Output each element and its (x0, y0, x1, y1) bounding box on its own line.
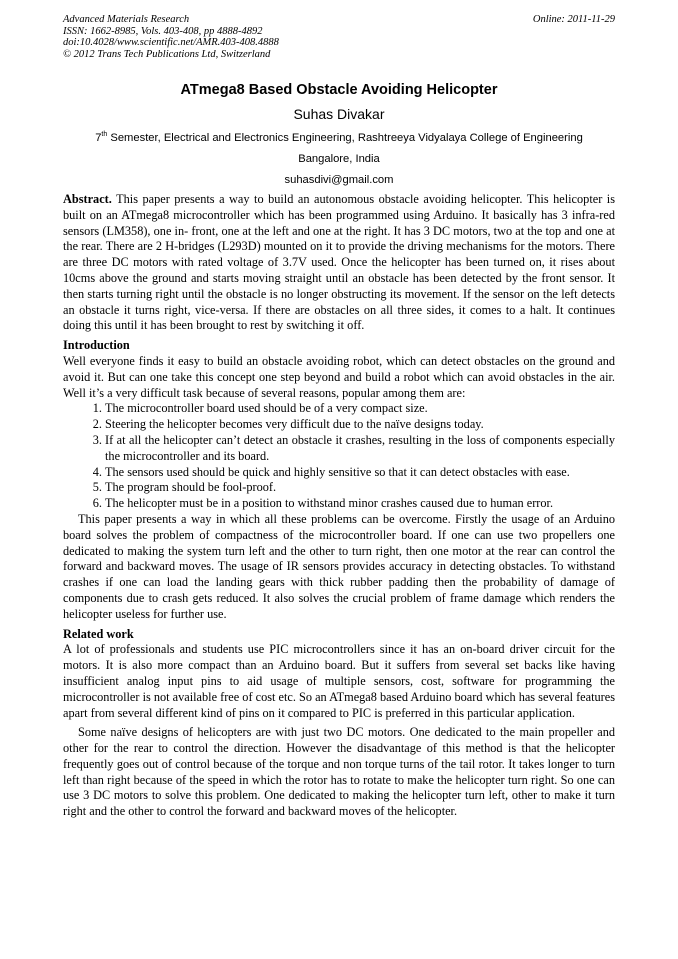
affiliation-line (53, 128, 625, 149)
abstract-text: This paper presents a way to build an autonomous obstacle avoiding helicopter. This helicopter is built on an ATmega8 microcontroller which has been programmed using Arduino. It basically has 3 infra-red sensors (LM358), one in- front, one at the left and one at the right. It has 3 DC motors, two at the top and one at the rear. There are 2 H-bridges (L293D) mounted on it to provide the driving mechanisms for the motors. There are three DC motors with rated voltage of 3.7V used. Once the helicopter has been turned on, it rises about 10cms above the ground and starts moving straight until an obstacle has been detected by the front sensor. It then starts turning right until the obstacle is no longer obstructing its movement. If the sensor on the left detects an obstacle it turns right, vice-versa. If there are obstacles on all three sides, it comes to a halt. It continues doing this until it has been brought to rest by switching it off. (63, 192, 615, 333)
doi-line: doi:10.4028/www.scientific.net/AMR.403-408.4888 (63, 37, 279, 48)
affiliation-text: Semester, Electrical and Electronics Engineering, Rashtreeya Vidyalaya College of Engineering (107, 132, 583, 144)
journal-header (63, 14, 615, 60)
author-email: suhasdivi@gmail.com (284, 174, 394, 186)
list-item: 1. The microcontroller board used should be of a very compact size. (105, 401, 615, 417)
list-item: 4. The sensors used should be quick and highly sensitive so that it can detect obstacles with ease. (105, 465, 615, 481)
related-work-paragraph-1: A lot of professionals and students use PIC microcontrollers since it has an on-board driver circuit for the motors. It is also more compact than an Arduino board. But it suffers from several set backs like having insufficient analog input pins to aid usage of multiple sensors, cost, software for programming the microcontroller is not available free of cost etc. So an ATmega8 based Arduino board which has several features apart from several different kind of pins on it compared to PIC is preferred in this particular application. (63, 642, 615, 720)
list-item: 3. If at all the helicopter can’t detect an obstacle it crashes, resulting in the loss of components especially the microcontroller and its board. (105, 433, 615, 465)
copyright-line: © 2012 Trans Tech Publications Ltd, Switzerland (63, 48, 271, 60)
journal-name: Advanced Materials Research (63, 14, 190, 25)
introduction-paragraph-2: This paper presents a way in which all these problems can be overcome. Firstly the usage of an Arduino board solves the problem of compactness of the microcontroller board. If one can use two propellers one dedicated to making the system turn left and the other to turn right, then one motor at the rear can control the forward and backward moves. The usage of IR sensors provides accuracy in detecting obstacles. To withstand crashes if one can load the landing gears with thick rubber padding then the probability of damage of components due to crash gets reduced. It also solves the crucial problem of frame damage which renders the helicopter useless for further use. (63, 511, 615, 621)
introduction-paragraph-1: Well everyone finds it easy to build an obstacle avoiding robot, which can detect obstacles on the ground and avoid it. But can one take this concept one step beyond and build a robot which can avoid obstacles in the air. Well it’s a very difficult task because of several reasons, popular among them are: (63, 353, 615, 400)
author-name: Suhas Divakar (293, 106, 385, 122)
semester-number: 7 (95, 132, 102, 144)
introduction-heading: Introduction (63, 338, 130, 353)
issn-line: ISSN: 1662-8985, Vols. 403-408, pp 4888-4892 (63, 25, 263, 37)
abstract-paragraph (63, 192, 615, 334)
problem-list (63, 401, 615, 512)
list-item: 5. The program should be fool-proof. (105, 480, 615, 496)
paper-body (63, 192, 615, 820)
paper-title: ATmega8 Based Obstacle Avoiding Helicopter (180, 82, 498, 98)
related-work-paragraph-2: Some naïve designs of helicopters are with just two DC motors. One dedicated to the main propeller and other for the rear to control the direction. However the disadvantage of this method is that the helicopter frequently goes out of control because of the torque and non torque turns of the tail rotor. It takes longer to turn left than right because of the speed in which the rotor has to rotate to make the helicopter turn right. So one can use 3 DC motors to solve this problem. One dedicated to making the helicopter turn left, other to make it turn right and the other to control the forward and backward moves of the helicopter. (63, 725, 615, 819)
paper-page (63, 14, 615, 820)
abstract-label: Abstract. (63, 192, 112, 206)
related-work-heading: Related work (63, 626, 134, 641)
list-item: 6. The helicopter must be in a position to withstand minor crashes caused due to human error. (105, 496, 615, 512)
semester-suffix: th (101, 131, 108, 138)
affiliation (53, 128, 625, 170)
affiliation-city: Bangalore, India (298, 153, 380, 165)
list-item: 2. Steering the helicopter becomes very difficult due to the naïve designs today. (105, 417, 615, 433)
online-date: Online: 2011-11-29 (532, 14, 615, 25)
